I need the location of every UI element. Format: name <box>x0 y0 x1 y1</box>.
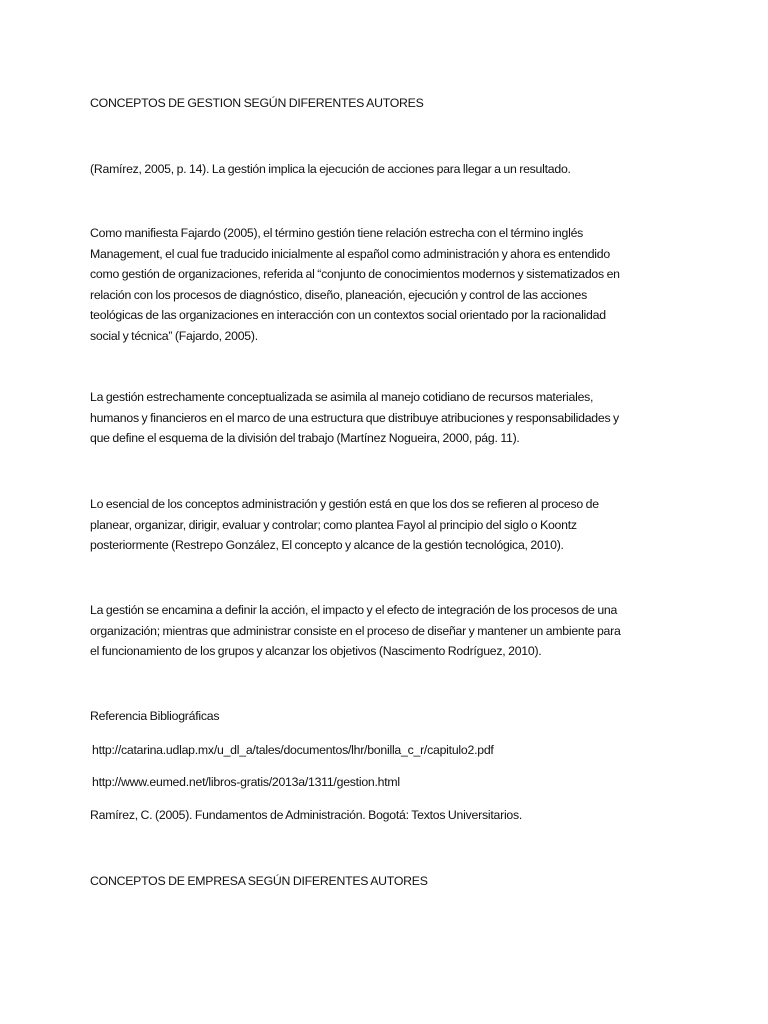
paragraph-line: La gestión estrechamente conceptualizada se asimila al manejo cotidiano de recursos materiales, <box>90 390 594 404</box>
paragraph-line: relación con los procesos de diagnóstico, diseño, planeación, ejecución y control de las acciones <box>90 287 587 302</box>
paragraph-line: posteriormente (Restrepo González, El concepto y alcance de la gestión tecnológica, 2010). <box>90 538 564 552</box>
paragraph-line: Management, el cual fue traducido inicialmente al español como administración y ahora es entendido <box>90 246 610 261</box>
paragraph-line: que define el esquema de la división del trabajo (Martínez Nogueira, 2000, pág. 11). <box>90 431 520 445</box>
paragraph-nascimento <box>90 600 690 662</box>
paragraph-ramirez <box>90 159 690 180</box>
paragraph-fajardo <box>90 223 690 346</box>
paragraph-line: planear, organizar, dirigir, evaluar y controlar; como plantea Fayol al principio del siglo o Koontz <box>90 517 577 532</box>
paragraph-line: organización; mientras que administrar consiste en el proceso de diseñar y mantener un ambiente para <box>90 623 621 638</box>
reference-ramirez-book: Ramírez, C. (2005). Fundamentos de Administración. Bogotá: Textos Universitarios. <box>90 808 523 822</box>
paragraph-line: Lo esencial de los conceptos administración y gestión está en que los dos se refieren al proceso de <box>90 497 599 511</box>
references-heading: Referencia Bibliográficas <box>90 709 220 723</box>
reference-link-eumed[interactable]: http://www.eumed.net/libros-gratis/2013a/1311/gestion.html <box>92 775 400 789</box>
section-title-empresa: CONCEPTOS DE EMPRESA SEGÚN DIFERENTES AUTORES <box>90 874 428 888</box>
paragraph-line: Como manifiesta Fajardo (2005), el término gestión tiene relación estrecha con el término inglés <box>90 226 584 240</box>
paragraph-restrepo <box>90 494 690 556</box>
reference-link-udlap[interactable]: http://catarina.udlap.mx/u_dl_a/tales/documentos/lhr/bonilla_c_r/capitulo2.pdf <box>92 743 494 757</box>
paragraph-line: teológicas de las organizaciones en interacción con un contextos social orientado por la racionalidad <box>90 308 606 322</box>
paragraph-line: humanos y financieros en el marco de una estructura que distribuye atribuciones y responsabilidades y <box>90 410 619 425</box>
paragraph-line: La gestión se encamina a definir la acción, el impacto y el efecto de integración de los procesos de una <box>90 603 618 617</box>
paragraph-line: social y técnica” (Fajardo, 2005). <box>90 328 258 343</box>
paragraph-line: (Ramírez, 2005, p. 14). La gestión implica la ejecución de acciones para llegar a un resultado. <box>90 162 571 176</box>
section-title-gestion: CONCEPTOS DE GESTION SEGÚN DIFERENTES AUTORES <box>90 96 424 110</box>
paragraph-line: el funcionamiento de los grupos y alcanzar los objetivos (Nascimento Rodríguez, 2010). <box>90 644 542 658</box>
paragraph-line: como gestión de organizaciones, referida al “conjunto de conocimientos modernos y sistematizados en <box>90 267 620 281</box>
paragraph-martinez <box>90 387 690 449</box>
